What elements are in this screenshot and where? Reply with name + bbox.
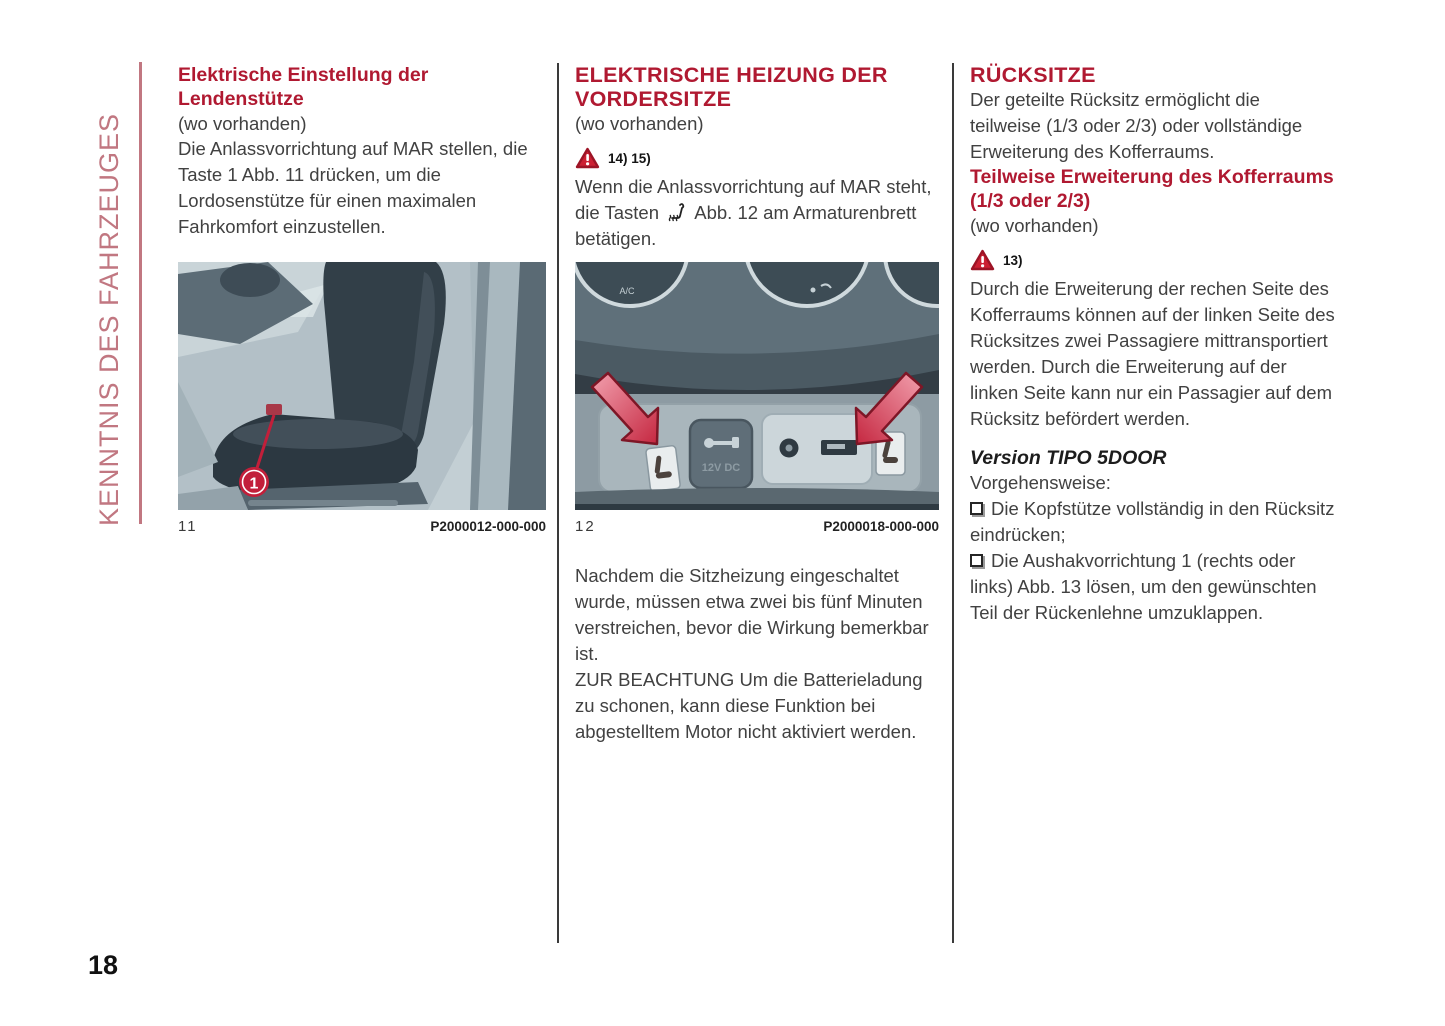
figure-12-caption	[575, 518, 939, 535]
climate-knob-label: A/C	[619, 286, 635, 296]
section-heading-seat-heating: ELEKTRISCHE HEIZUNG DER VORDERSITZE	[575, 63, 888, 111]
attention-paragraph: ZUR BEACHTUNG Um die Batterieladung zu schonen, kann diese Funktion bei abgestelltem Motor nicht aktiviert werden.	[575, 669, 923, 742]
availability-note: (wo vorhanden)	[970, 215, 1099, 236]
square-bullet-icon	[970, 502, 983, 515]
section-heading-rear-seats: RÜCKSITZE	[970, 63, 1096, 87]
rear-seat-intro: Der geteilte Rücksitz ermöglicht die teilweise (1/3 oder 2/3) oder vollständige Erweiterung des Kofferraums.	[970, 89, 1303, 162]
procedure-step-text: Die Aushakvorrichtung 1 (rechts oder links) Abb. 13 lösen, um den gewünschten Teil der Rückenlehne umzuklappen.	[970, 550, 1317, 623]
page-number: 18	[88, 950, 119, 980]
seat-heating-button-left	[646, 445, 681, 491]
power-outlet-label: 12V DC	[701, 462, 741, 474]
column-divider-right	[952, 63, 954, 943]
seat-heating-paragraph	[575, 174, 939, 252]
figure-11-caption	[178, 518, 546, 535]
lumbar-paragraph: Die Anlassvorrichtung auf MAR stellen, die Taste 1 Abb. 11 drücken, um die Lordosenstütze für einen maximalen Fahrkomfort einzustellen.	[178, 138, 528, 237]
console-edge	[575, 504, 939, 510]
warning-triangle-icon	[575, 147, 600, 169]
version-heading: Version TIPO 5DOOR	[970, 447, 1167, 469]
seat-photo-illustration	[178, 262, 546, 510]
lumbar-button	[266, 404, 282, 415]
section-heading-lumbar: Elektrische Einstellung der Lendenstütze	[178, 64, 429, 110]
dashboard-photo-illustration	[575, 262, 939, 510]
luggage-extension-paragraph: Durch die Erweiterung der rechen Seite des Kofferraums können auf der linken Seite des Rücksitzes zwei Passagiere mittransportiert werden. Durch die Erweiterung auf der linken Seite kann nur ein Passagier auf dem Rücksitz befördert werden.	[970, 278, 1335, 429]
chapter-title-vertical: KENNTNIS DES FAHRZEUGES	[94, 112, 124, 526]
paragraph-text-before-icon: Wenn die Anlassvorrichtung auf MAR steht, die Tasten	[575, 176, 932, 223]
seat-rail	[248, 500, 398, 506]
figure-11	[178, 262, 546, 535]
column-right	[970, 63, 1335, 626]
procedure-label: Vorgehensweise:	[970, 472, 1111, 493]
column-divider-left	[557, 63, 559, 943]
warning-references: 13)	[1003, 253, 1023, 268]
after-heating-paragraph: Nachdem die Sitzheizung eingeschaltet wurde, müssen etwa zwei bis fünf Minuten verstreichen, bevor die Wirkung bemerkbar ist.	[575, 565, 929, 664]
seat-cushion-highlight	[233, 419, 403, 449]
procedure-step	[970, 548, 1335, 626]
paragraph-text-after-icon: Abb. 12 am Armaturenbrett betätigen.	[575, 202, 917, 249]
below-figure-text	[575, 563, 939, 745]
procedure-step	[970, 496, 1335, 548]
power-outlet-12v	[690, 420, 752, 488]
warning-triangle-icon	[970, 249, 995, 271]
rear-headrest	[220, 263, 280, 297]
figure-code: P2000018-000-000	[823, 519, 939, 534]
procedure-step-text: Die Kopfstütze vollständig in den Rücksitz eindrücken;	[970, 498, 1335, 545]
warning-references: 14) 15)	[608, 151, 651, 166]
warning-row	[970, 247, 1335, 271]
figure-12	[575, 262, 939, 535]
sidebar-rule	[139, 62, 142, 524]
availability-note: (wo vorhanden)	[575, 113, 704, 134]
availability-note: (wo vorhanden)	[178, 113, 307, 134]
figure-code: P2000012-000-000	[430, 519, 546, 534]
seat-heating-icon	[667, 203, 687, 222]
figure-number: 11	[178, 518, 198, 535]
figure-number: 12	[575, 518, 596, 535]
subheading-partial-extension: Teilweise Erweiterung des Kofferraums (1/3 oder 2/3)	[970, 166, 1334, 212]
warning-row	[575, 145, 939, 169]
column-middle	[575, 63, 939, 742]
key-icon	[704, 438, 714, 448]
column-left	[178, 63, 546, 535]
marker-number: 1	[249, 475, 259, 493]
knob-mark	[811, 288, 816, 293]
square-bullet-icon	[970, 554, 983, 567]
